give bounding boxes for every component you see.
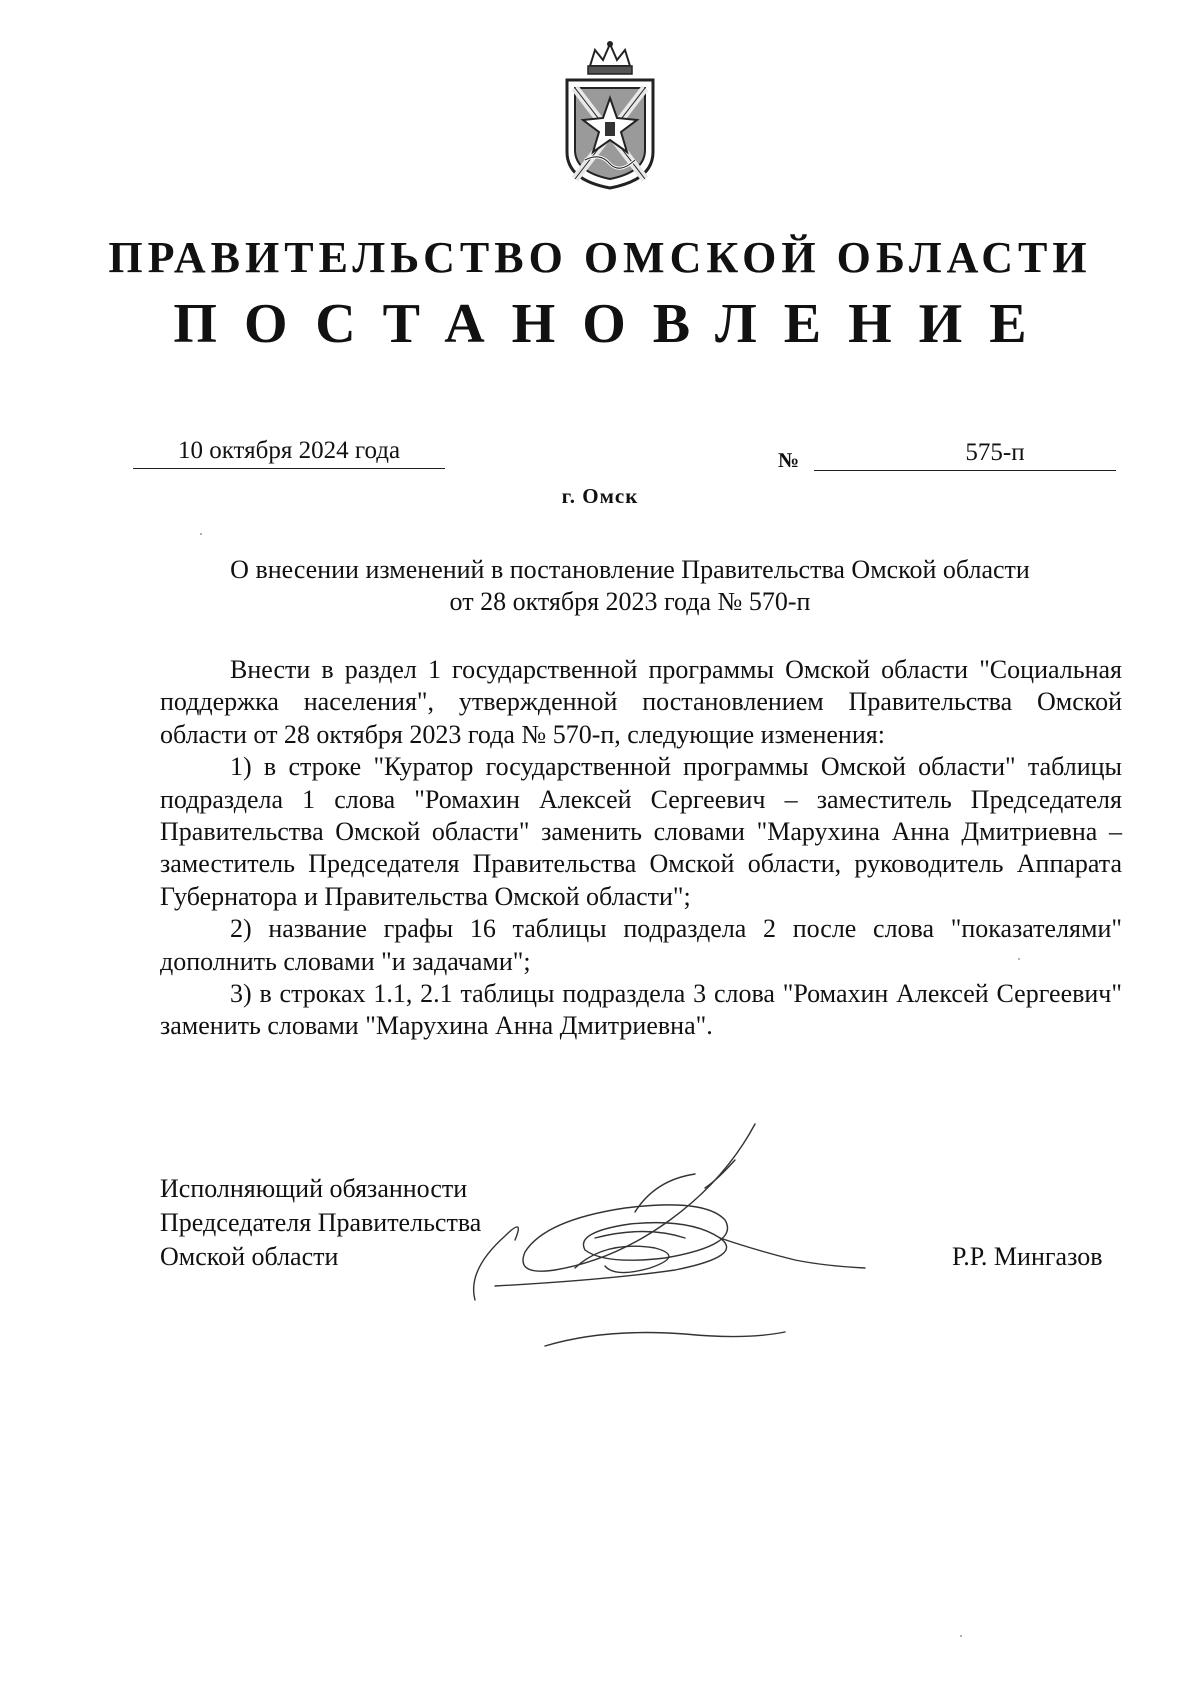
number-sign: № <box>778 448 800 472</box>
government-title: ПРАВИТЕЛЬСТВО ОМСКОЙ ОБЛАСТИ <box>108 233 1092 282</box>
scan-speck <box>200 533 202 535</box>
scan-speck <box>1018 958 1020 960</box>
body-intro-paragraph: Внести в раздел 1 государственной программы Омской области "Социальная поддержка населения", утвержденной постановлением Правительства Омской области от 28 октября 2023 года № 570-п, следующие изменения: <box>160 655 1122 749</box>
document-body <box>160 654 1122 1043</box>
subject-line-1: О внесении изменений в постановление Правительства Омской области <box>230 555 1030 584</box>
signer-position-line-2: Председателя Правительства <box>160 1208 482 1237</box>
document-date: 10 октября 2024 года <box>133 434 445 469</box>
document-type-title: ПОСТАНОВЛЕНИЕ <box>173 293 1054 355</box>
document-city: г. Омск <box>561 484 639 508</box>
handwritten-signature <box>455 1120 875 1350</box>
signer-name: Р.Р. Мингазов <box>952 1242 1103 1271</box>
signer-position-line-3: Омской области <box>160 1242 339 1271</box>
subject-line-2: от 28 октября 2023 года № 570-п <box>449 587 811 616</box>
document-subject <box>160 554 1100 618</box>
signer-position-line-1: Исполняющий обязанности <box>160 1174 468 1203</box>
coat-of-arms-icon <box>555 40 665 190</box>
signer-position <box>160 1172 481 1274</box>
body-item-3: 3) в строках 1.1, 2.1 таблицы подраздела 3 слова "Ромахин Алексей Сергеевич" заменить словами "Марухина Анна Дмитриевна". <box>160 979 1122 1041</box>
body-item-1: 1) в строке "Куратор государственной программы Омской области" таблицы подраздела 1 слова "Ромахин Алексей Сергеевич – заместитель Председателя Правительства Омской области" заменить словами "Марухина Анна Дмитриевна – заместитель Председателя Правительства Омской области, руководитель Аппарата Губернатора и Правительства Омской области"; <box>160 752 1122 911</box>
scan-speck <box>960 1635 962 1637</box>
document-number: 575-п <box>965 439 1025 466</box>
document-number-field <box>814 436 1116 471</box>
body-item-2: 2) название графы 16 таблицы подраздела 2 после слова "показателями" дополнить словами "и задачами"; <box>160 914 1122 976</box>
